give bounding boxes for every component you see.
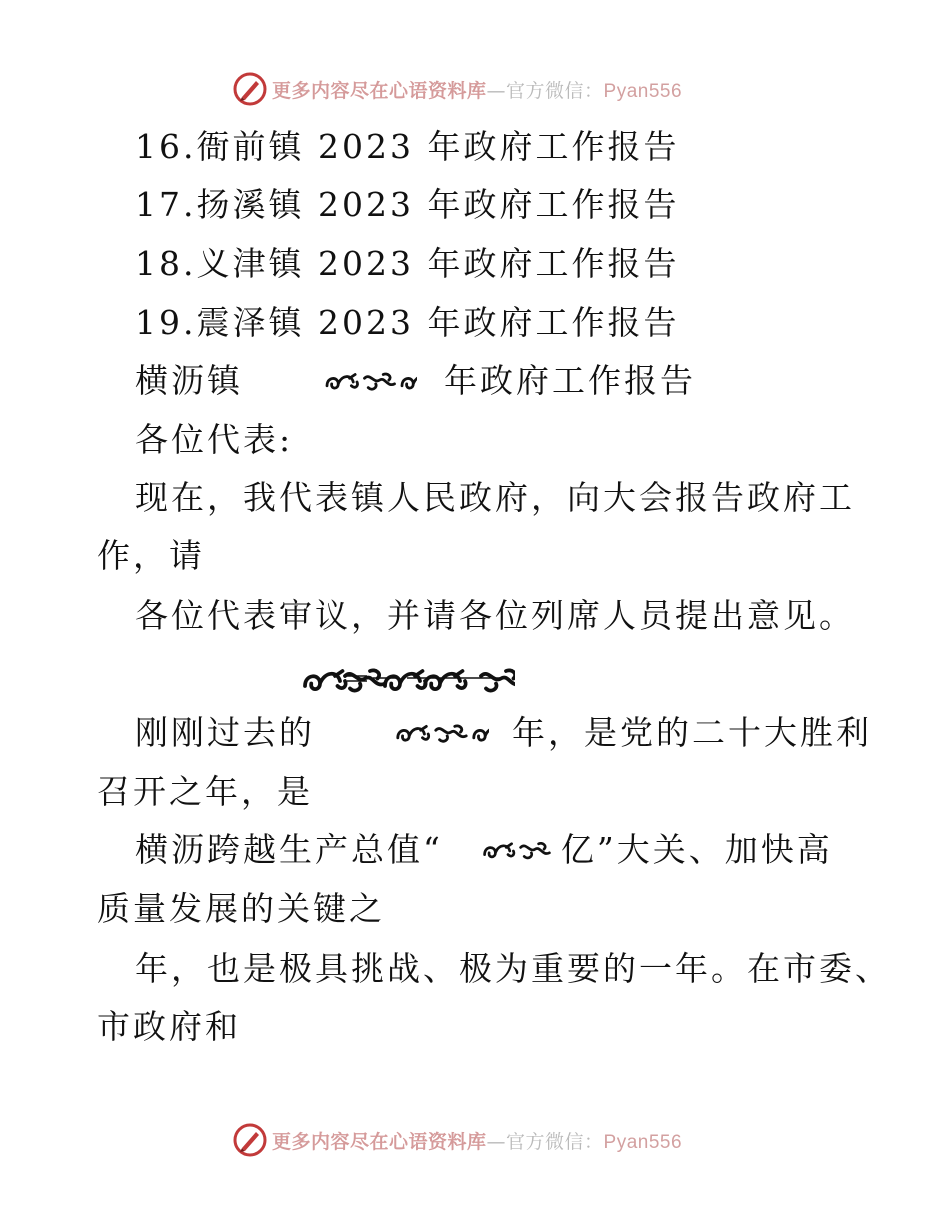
paragraph-3-line-2: 质量发展的关键之 <box>97 889 385 928</box>
watermark-id: Pyan556 <box>603 1131 683 1153</box>
paragraph-2-text-a: 刚刚过去的 <box>135 713 315 752</box>
paragraph-2-line-2: 召开之年，是 <box>97 772 313 811</box>
toc-line-17: 17.扬溪镇 2023 年政府工作报告 <box>135 185 680 224</box>
watermark-main-text: 更多内容尽在心语资料库 <box>272 79 487 102</box>
watermark-sub-text: 官方微信： <box>506 1130 604 1153</box>
watermark-header <box>232 70 682 108</box>
paragraph-1-line-3: 各位代表审议，并请各位列席人员提出意见。 <box>135 596 855 635</box>
watermark-id: Pyan556 <box>603 80 683 102</box>
paragraph-2-text-b: 年，是党的二十大胜利 <box>512 713 872 752</box>
garbled-year-ornament-2 <box>337 715 489 755</box>
toc-line-18: 18.义津镇 2023 年政府工作报告 <box>135 244 680 283</box>
paragraph-4-line-1: 年，也是极具挑战、极为重要的一年。在市委、 <box>135 949 891 988</box>
salutation: 各位代表: <box>135 420 294 459</box>
toc-line-19: 19.震泽镇 2023 年政府工作报告 <box>135 303 680 342</box>
toc-line-16: 16.衙前镇 2023 年政府工作报告 <box>135 127 680 166</box>
pen-logo-icon <box>232 1122 268 1158</box>
watermark-dash: — <box>486 79 507 102</box>
report-title-suffix: 年政府工作报告 <box>444 361 696 400</box>
pen-logo-icon <box>232 71 268 107</box>
paragraph-3-text-a: 横沥跨越生产总值“ <box>135 830 443 869</box>
paragraph-2-line-1 <box>135 713 872 753</box>
report-title-prefix: 横沥镇 <box>135 361 243 400</box>
paragraph-3-line-1 <box>135 830 833 870</box>
paragraph-1-line-1: 现在，我代表镇人民政府，向大会报告政府工 <box>135 478 855 517</box>
garbled-year-ornament <box>267 363 417 403</box>
paragraph-1-line-2: 作，请 <box>97 536 205 575</box>
paragraph-4-line-2: 市政府和 <box>97 1007 241 1046</box>
watermark-footer <box>232 1121 682 1159</box>
report-title <box>135 361 696 401</box>
watermark-dash: — <box>486 1130 507 1153</box>
watermark-main-text: 更多内容尽在心语资料库 <box>272 1130 487 1153</box>
garbled-ornament-divider <box>135 656 515 696</box>
paragraph-3-text-b: 亿”大关、加快高 <box>560 830 833 869</box>
watermark-sub-text: 官方微信： <box>506 79 604 102</box>
garbled-number-ornament <box>445 832 553 872</box>
